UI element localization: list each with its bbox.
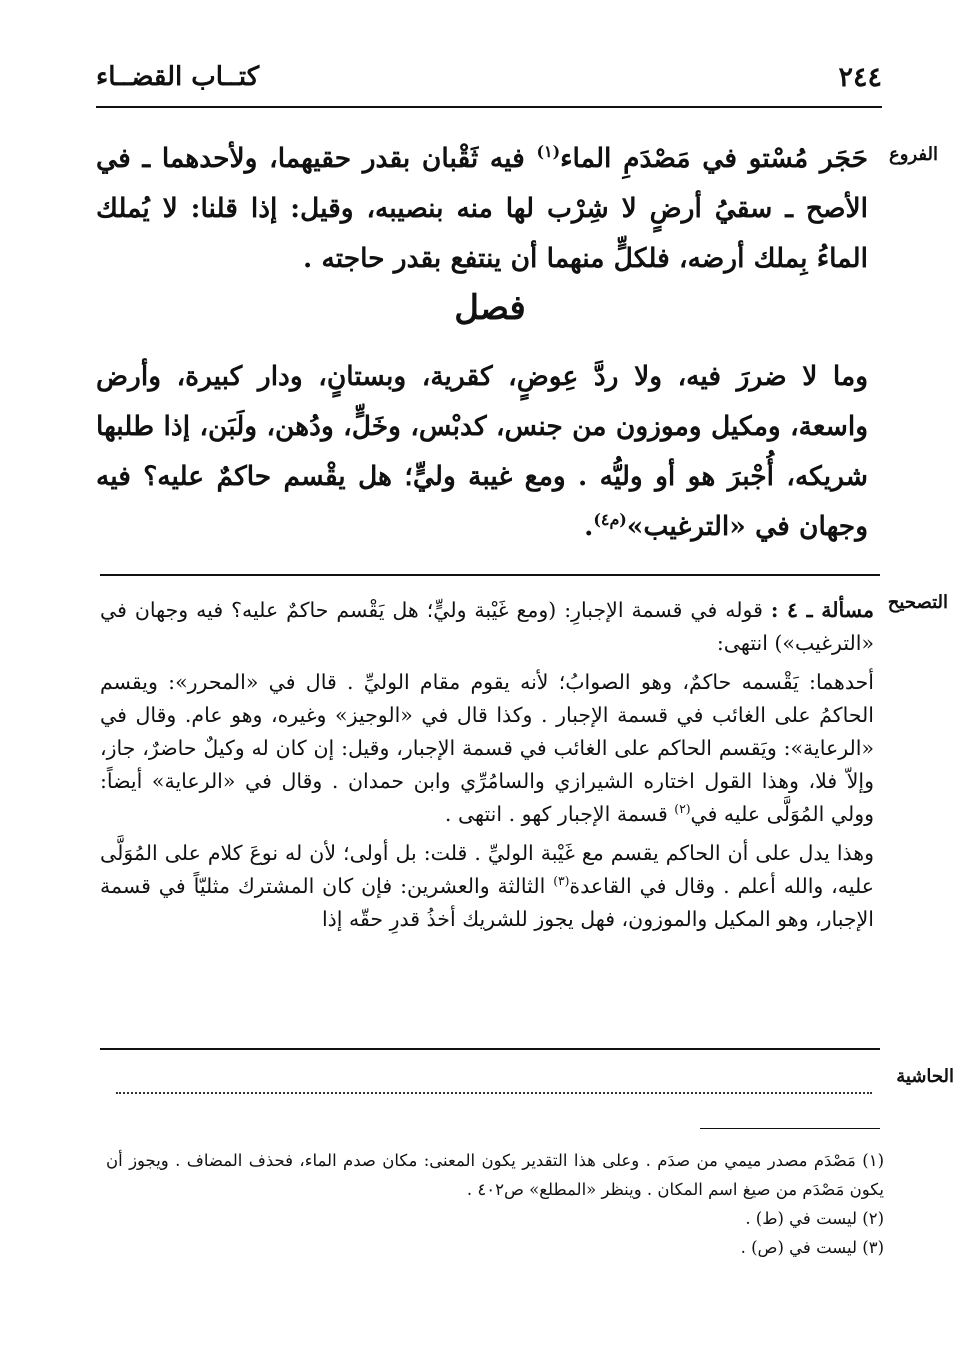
tashih-question (100, 594, 874, 660)
running-head: كتــاب القضــاء (96, 62, 260, 92)
tashih-paragraph-3 (100, 837, 874, 936)
footnote-2: (٢) ليست في (ط) . (745, 1209, 884, 1228)
tashih-text-2: أحدهما: يَقْسمه حاكمٌ، وهو الصوابُ؛ لأنه يقوم مقام الوليِّ . قال في «المحرر»: ويقسم الحاكمُ على الغائب في قسمة الإجبار . وكذا قال في «الوجيز» وغيره، وهو عام. وقال في «الرعاية»: ويَقسم الحاكم على الغائب في قسمة الإجبار، وقيل: إن كان له وكيلٌ حاضرٌ، جاز، وإلاّ فلا، وهذا القول اختاره الشيرازي والسامُرِّي وابن حمدان . وقال في «الرعاية» أيضاً: وولي المُوَلَّى عليه في (100, 670, 874, 826)
furu-text-1b: فيه ثَقْبان بقدر حقيهما، ولأحدهما ـ في الأصح ـ سقيُ أرضٍ لا شِرْب لها منه بنصيبه، وقيل: إذا قلنا: لا يُملك الماءُ بِملك أرضه، فلكلٍّ منهما أن ينتفع بقدر حاجته . (96, 143, 868, 274)
footnotes (106, 1146, 884, 1262)
page-number: ٢٤٤ (838, 62, 882, 93)
section-heading-fasl: فصل (454, 288, 526, 328)
issue-text: قوله في قسمة الإجبارِ: (ومع غَيْبة وليٍّ؛ هل يَقْسم حاكمٌ عليه؟ فيه وجهان في «الترغيب») انتهى: (100, 598, 874, 655)
label-furu: الفروع (889, 144, 938, 165)
footnote-ref-2: (٢) (674, 802, 691, 817)
section-divider-top (100, 574, 880, 576)
footnote-1: (١) مَصْدَم مصدر ميمي من صدَم . وعلى هذا التقدير يكون المعنى: مكان صدم الماء، فحذف المضاف . ويجوز أن يكون مَصْدَم من صيغ اسم المكان . وينظر «المطلع» ص٤٠٢ . (106, 1151, 884, 1199)
tashih-text-2end: قسمة الإجبار كهو . انتهى . (444, 802, 675, 826)
page-header (96, 62, 882, 106)
cross-ref-m4: (م٤) (593, 510, 627, 530)
footnote-ref-3: (٣) (553, 874, 570, 889)
label-hashiya: الحاشية (896, 1066, 954, 1087)
tashih-text-3a: وهذا يدل على أن الحاكم يقسم مع غَيْبة الوليِّ . قلت: بل أولى؛ لأن له نوعَ كلام على المُوَلَّى عليه، والله أعلم . وقال في القاعدة (100, 841, 874, 898)
furu-text-1a: حَجَر مُسْتو في مَصْدَمِ الماء (560, 143, 868, 174)
tashih-paragraph-2 (100, 666, 874, 831)
furu-paragraph-1 (96, 134, 868, 284)
footnote-3: (٣) ليست في (ص) . (740, 1238, 884, 1257)
tashih-text-3b: الثالثة والعشرين: فإن كان المشترك مثليّاً في قسمة الإجبار، وهو المكيل والموزون، فهل يجوز للشريك أخذُ قدرِ حقّه إذا (100, 874, 874, 931)
hashiya-dotted-line (116, 1092, 872, 1094)
header-rule (96, 106, 882, 108)
footnote-rule (700, 1128, 880, 1129)
label-tashih: التصحيح (887, 592, 948, 613)
furu-text-2a: وما لا ضررَ فيه، ولا ردَّ عِوضٍ، كقرية، وبستانٍ، ودار كبيرة، وأرض واسعة، ومكيل وموزون من جنس، كدبْس، وخَلٍّ، ودُهن، ولَبَن، إذا طلبها شريكه، أُجْبرَ هو أو وليُّه . ومع غيبة وليٍّ؛ هل يقْسم حاكمٌ عليه؟ فيه وجهان في «الترغيب» (96, 361, 868, 542)
tashih-block (100, 594, 874, 942)
furu-paragraph-2 (96, 352, 868, 552)
issue-label: مسألة ـ ٤ : (770, 598, 875, 622)
section-divider-bottom (100, 1048, 880, 1050)
furu-text-2end: . (584, 511, 594, 542)
footnote-ref-1: (١) (536, 142, 561, 162)
